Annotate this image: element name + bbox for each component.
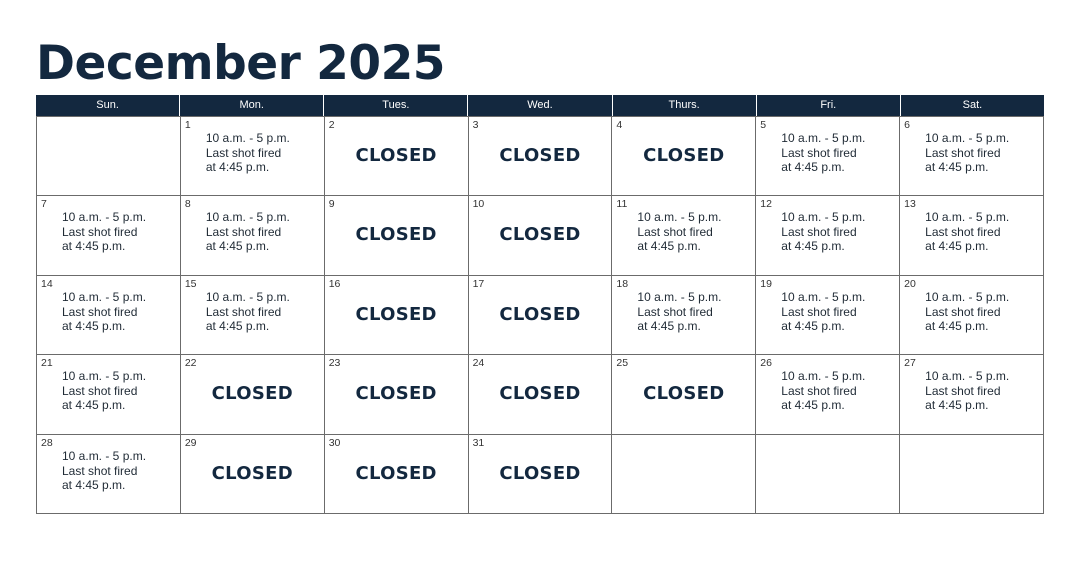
hours-line: 10 a.m. - 5 p.m. xyxy=(637,290,722,304)
day-cell xyxy=(325,435,469,514)
day-cell xyxy=(181,355,325,435)
open-hours xyxy=(206,131,290,175)
day-number: 27 xyxy=(904,357,916,369)
hours-line: Last shot fired xyxy=(925,383,1001,398)
closed-label: CLOSED xyxy=(355,463,437,484)
open-hours xyxy=(637,210,721,254)
hours-line: at 4:45 p.m. xyxy=(925,319,989,333)
day-cell xyxy=(325,196,469,276)
hours-line: Last shot fired xyxy=(637,304,713,319)
hours-line: at 4:45 p.m. xyxy=(925,398,989,412)
day-cell xyxy=(900,196,1044,276)
hours-line: at 4:45 p.m. xyxy=(62,478,126,492)
day-number: 10 xyxy=(472,198,485,210)
day-number: 31 xyxy=(472,437,485,449)
closed-label: CLOSED xyxy=(643,383,725,404)
day-number: 11 xyxy=(616,198,628,210)
closed-label: CLOSED xyxy=(499,383,581,404)
day-number: 24 xyxy=(472,357,485,369)
day-number: 6 xyxy=(904,119,910,131)
hours-line: Last shot fired xyxy=(637,224,713,239)
day-number: 15 xyxy=(184,278,197,290)
day-cell xyxy=(325,355,469,435)
day-number: 7 xyxy=(41,198,47,210)
hours-line: at 4:45 p.m. xyxy=(637,319,701,333)
hours-line: 10 a.m. - 5 p.m. xyxy=(205,290,290,304)
day-cell xyxy=(181,276,325,355)
day-cell xyxy=(325,117,469,196)
calendar-grid xyxy=(36,116,1044,514)
day-cell xyxy=(469,435,613,514)
weekday-sun: Sun. xyxy=(96,99,119,111)
day-cell xyxy=(37,276,181,355)
closed-label: CLOSED xyxy=(499,224,581,245)
day-cell xyxy=(756,276,900,355)
day-cell xyxy=(612,117,756,196)
hours-line: 10 a.m. - 5 p.m. xyxy=(205,210,290,224)
day-number: 19 xyxy=(760,278,772,290)
closed-label: CLOSED xyxy=(355,304,437,325)
day-number: 25 xyxy=(616,357,629,369)
open-hours xyxy=(925,369,1009,413)
hours-line: 10 a.m. - 5 p.m. xyxy=(925,131,1010,145)
weekday-tue: Tues. xyxy=(323,95,467,116)
closed-label: CLOSED xyxy=(499,145,581,166)
hours-line: 10 a.m. - 5 p.m. xyxy=(781,290,866,304)
hours-line: at 4:45 p.m. xyxy=(637,239,701,253)
open-hours xyxy=(62,210,146,254)
weekday-thu: Thurs. xyxy=(612,95,756,116)
hours-line: at 4:45 p.m. xyxy=(925,239,989,253)
hours-line: Last shot fired xyxy=(205,145,282,160)
hours-line: at 4:45 p.m. xyxy=(205,239,270,253)
day-number: 29 xyxy=(184,437,197,449)
open-hours xyxy=(781,210,865,254)
hours-line: at 4:45 p.m. xyxy=(62,239,126,253)
hours-line: 10 a.m. - 5 p.m. xyxy=(925,369,1010,383)
hours-line: Last shot fired xyxy=(925,224,1001,239)
hours-line: Last shot fired xyxy=(781,145,857,160)
weekday-fri: Fri. xyxy=(756,95,900,116)
open-hours xyxy=(206,290,290,334)
page-title: December 2025 xyxy=(36,36,445,91)
open-hours xyxy=(925,131,1009,175)
hours-line: at 4:45 p.m. xyxy=(925,160,989,174)
day-number: 14 xyxy=(41,278,53,290)
hours-line: 10 a.m. - 5 p.m. xyxy=(205,131,290,145)
day-cell xyxy=(756,196,900,276)
day-cell xyxy=(900,355,1044,435)
day-number: 4 xyxy=(616,119,623,131)
open-hours xyxy=(781,131,865,175)
day-cell xyxy=(37,435,181,514)
day-number: 17 xyxy=(472,278,485,290)
hours-line: at 4:45 p.m. xyxy=(781,160,845,174)
closed-label: CLOSED xyxy=(355,224,437,245)
day-cell xyxy=(756,117,900,196)
hours-line: at 4:45 p.m. xyxy=(781,398,845,412)
hours-line: Last shot fired xyxy=(781,224,857,239)
open-hours xyxy=(637,290,721,334)
closed-label: CLOSED xyxy=(499,304,581,325)
empty-day-cell xyxy=(37,117,181,196)
closed-label: CLOSED xyxy=(355,383,437,404)
open-hours xyxy=(925,210,1009,254)
calendar xyxy=(36,95,1044,514)
day-cell xyxy=(900,117,1044,196)
closed-label: CLOSED xyxy=(355,145,437,166)
hours-line: at 4:45 p.m. xyxy=(205,319,270,333)
day-cell xyxy=(612,355,756,435)
day-number: 1 xyxy=(184,119,191,131)
open-hours xyxy=(62,449,146,493)
hours-line: Last shot fired xyxy=(781,383,857,398)
hours-line: 10 a.m. - 5 p.m. xyxy=(781,131,866,145)
open-hours xyxy=(206,210,290,254)
day-number: 21 xyxy=(41,357,53,369)
day-cell xyxy=(900,276,1044,355)
hours-line: Last shot fired xyxy=(781,304,857,319)
day-cell xyxy=(469,276,613,355)
hours-line: 10 a.m. - 5 p.m. xyxy=(62,290,147,304)
hours-line: Last shot fired xyxy=(62,383,138,398)
empty-day-cell xyxy=(612,435,756,514)
closed-label: CLOSED xyxy=(499,463,581,484)
day-number: 9 xyxy=(328,198,335,210)
day-number: 2 xyxy=(328,119,335,131)
closed-label: CLOSED xyxy=(211,463,293,484)
day-number: 18 xyxy=(616,278,629,290)
hours-line: Last shot fired xyxy=(925,304,1001,319)
hours-line: 10 a.m. - 5 p.m. xyxy=(62,369,147,383)
hours-line: 10 a.m. - 5 p.m. xyxy=(781,369,866,383)
hours-line: at 4:45 p.m. xyxy=(781,239,845,253)
hours-line: Last shot fired xyxy=(205,224,282,239)
empty-day-cell xyxy=(900,435,1044,514)
weekday-mon: Mon. xyxy=(179,95,323,116)
day-cell xyxy=(612,276,756,355)
hours-line: at 4:45 p.m. xyxy=(62,398,126,412)
hours-line: Last shot fired xyxy=(925,145,1001,160)
day-cell xyxy=(37,355,181,435)
hours-line: 10 a.m. - 5 p.m. xyxy=(925,210,1010,224)
day-cell xyxy=(325,276,469,355)
hours-line: 10 a.m. - 5 p.m. xyxy=(637,210,722,224)
day-cell xyxy=(469,196,613,276)
day-cell xyxy=(756,355,900,435)
day-number: 22 xyxy=(184,357,197,369)
open-hours xyxy=(781,290,865,334)
day-number: 23 xyxy=(328,357,341,369)
open-hours xyxy=(62,290,146,334)
day-number: 5 xyxy=(760,119,767,131)
day-cell xyxy=(37,196,181,276)
weekday-wed: Wed. xyxy=(467,95,611,116)
hours-line: at 4:45 p.m. xyxy=(62,319,126,333)
hours-line: Last shot fired xyxy=(62,463,138,478)
day-cell xyxy=(469,355,613,435)
open-hours xyxy=(781,369,865,413)
closed-label: CLOSED xyxy=(643,145,725,166)
day-number: 26 xyxy=(760,357,772,369)
day-number: 8 xyxy=(184,198,191,210)
open-hours xyxy=(925,290,1009,334)
hours-line: 10 a.m. - 5 p.m. xyxy=(62,449,147,463)
weekday-header xyxy=(36,95,1044,116)
day-cell xyxy=(181,196,325,276)
empty-day-cell xyxy=(756,435,900,514)
hours-line: at 4:45 p.m. xyxy=(205,160,270,174)
day-number: 13 xyxy=(904,198,916,210)
day-number: 20 xyxy=(904,278,916,290)
hours-line: 10 a.m. - 5 p.m. xyxy=(925,290,1010,304)
day-cell xyxy=(612,196,756,276)
closed-label: CLOSED xyxy=(211,383,293,404)
hours-line: 10 a.m. - 5 p.m. xyxy=(62,210,147,224)
day-cell xyxy=(181,435,325,514)
day-number: 30 xyxy=(328,437,341,449)
hours-line: Last shot fired xyxy=(205,304,282,319)
hours-line: Last shot fired xyxy=(62,304,138,319)
day-number: 3 xyxy=(472,119,479,131)
weekday-sat: Sat. xyxy=(900,95,1044,116)
hours-line: Last shot fired xyxy=(62,224,138,239)
day-number: 12 xyxy=(760,198,772,210)
hours-line: at 4:45 p.m. xyxy=(781,319,845,333)
hours-line: 10 a.m. - 5 p.m. xyxy=(781,210,866,224)
day-cell xyxy=(469,117,613,196)
day-number: 16 xyxy=(328,278,341,290)
day-number: 28 xyxy=(41,437,53,449)
day-cell xyxy=(181,117,325,196)
open-hours xyxy=(62,369,146,413)
